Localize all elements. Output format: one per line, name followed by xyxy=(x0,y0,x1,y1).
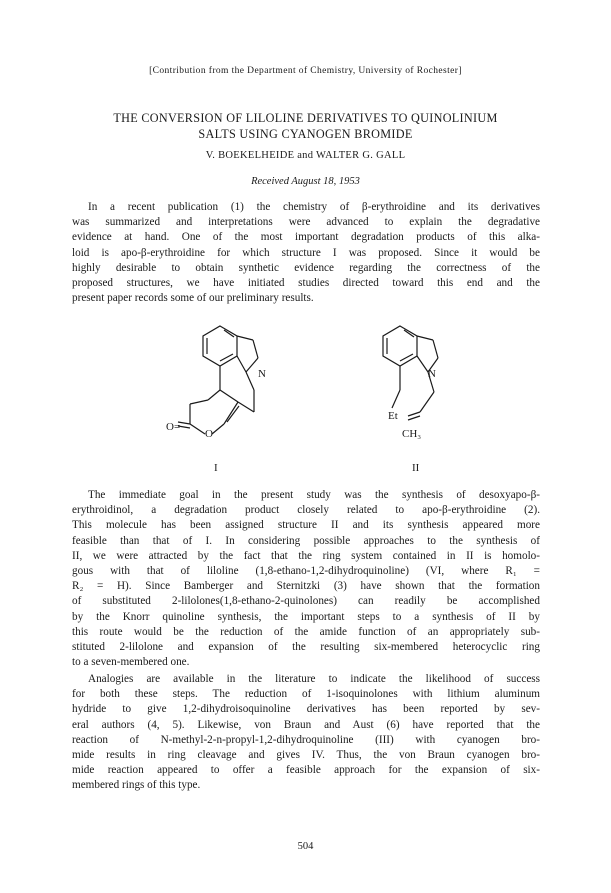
structure-ii-diagram xyxy=(370,320,480,460)
author-line: V. BOEKELHEIDE and WALTER G. GALL xyxy=(205,150,406,161)
text-line: eral authors (4, 5). Likewise, von Braun and Aust (6) have reported that the xyxy=(72,718,540,731)
text-line: highly desirable to obtain synthetic evidence regarding the correctness of the xyxy=(72,261,540,274)
text-line: loid is apo-β-erythroidine for which structure I was proposed. Since it would be xyxy=(72,246,540,259)
text-line: reaction of N-methyl-2-n-propyl-1,2-dihydroquinoline (III) with cyanogen bro- xyxy=(72,733,540,746)
structure-ii-ethyl: Et xyxy=(388,410,398,422)
title-line-1: THE CONVERSION OF LILOLINE DERIVATIVES TO QUINOLINIUM xyxy=(113,111,498,125)
text-line: hydride to give 1,2-dihydroisoquinoline derivatives has been reported by sev- xyxy=(72,703,540,716)
text-line: present paper records some of our preliminary results. xyxy=(72,292,314,305)
received-date: Received August 18, 1953 xyxy=(251,176,360,187)
text-line: proposed structures, we have initiated studies directed toward this end and the xyxy=(72,276,540,289)
text-line: of substituted 2-lilolones(1,8-ethano-2-quinolones) can readily be accomplished xyxy=(72,595,540,608)
article-title xyxy=(60,110,551,142)
structure-ii-methyl: CH₃ xyxy=(402,428,422,440)
text-line: gous with that of liloline (1,8-ethano-1,2-dihydroquinoline) (VI, where R₁ = xyxy=(72,564,540,577)
paragraph-goal xyxy=(72,488,540,670)
page-number: 504 xyxy=(297,841,314,852)
text-line: The immediate goal in the present study was the synthesis of desoxyapo-β- xyxy=(88,489,540,501)
text-line: this route would be the reduction of the amide function of an appropriately sub- xyxy=(72,625,540,638)
title-line-2: SALTS USING CYANOGEN BROMIDE xyxy=(198,127,413,141)
structure-i-diagram xyxy=(150,320,290,460)
text-line: by the Knorr quinoline synthesis, the important steps to a synthesis of II by xyxy=(72,610,540,623)
text-line: mide results in ring cleavage and gives IV. Thus, the von Braun cyanogen bro- xyxy=(72,748,540,761)
text-line: In a recent publication (1) the chemistry of β-erythroidine and its derivatives xyxy=(88,201,540,213)
text-line: Analogies are available in the literature to indicate the likelihood of success xyxy=(88,673,540,685)
text-line: erythroidinol, a degradation product closely related to apo-β-erythroidine (2). xyxy=(72,504,540,517)
structure-i-oxygen: O xyxy=(205,428,213,440)
structure-i-nitrogen: N xyxy=(258,368,266,380)
structure-i-carbonyl: O= xyxy=(166,421,181,433)
contribution-header: [Contribution from the Department of Chemistry, University of Rochester] xyxy=(149,66,462,76)
text-line: This molecule has been assigned structure II and its synthesis appeared more xyxy=(72,519,540,532)
text-line: membered rings of this type. xyxy=(72,779,201,792)
structure-ii-nitrogen: N xyxy=(428,368,436,380)
paragraph-intro xyxy=(72,200,540,306)
text-line: feasible than that of I. In considering possible approaches to the synthesis of xyxy=(72,534,540,547)
structure-i-label: I xyxy=(214,462,218,474)
text-line: was summarized and interpretations were advanced to explain the degradative xyxy=(72,216,540,229)
text-line: II, we were attracted by the fact that the ring system contained in II is homolo- xyxy=(72,549,540,562)
structure-ii-label: II xyxy=(412,462,420,474)
text-line: evidence at hand. One of the most important degradation products of this alka- xyxy=(72,231,540,244)
text-line: for both these steps. The reduction of 1-isoquinolones with lithium aluminum xyxy=(72,688,540,701)
text-line: to a seven-membered one. xyxy=(72,656,190,669)
text-line: R₂ = H). Since Bamberger and Sternitzki (3) have shown that the formation xyxy=(72,580,540,593)
text-line: stituted 2-lilolone and expansion of the resulting six-membered heterocyclic ring xyxy=(72,640,540,653)
text-line: mide reaction appeared to offer a feasible approach for the expansion of six- xyxy=(72,764,540,777)
paragraph-analogies xyxy=(72,672,540,794)
